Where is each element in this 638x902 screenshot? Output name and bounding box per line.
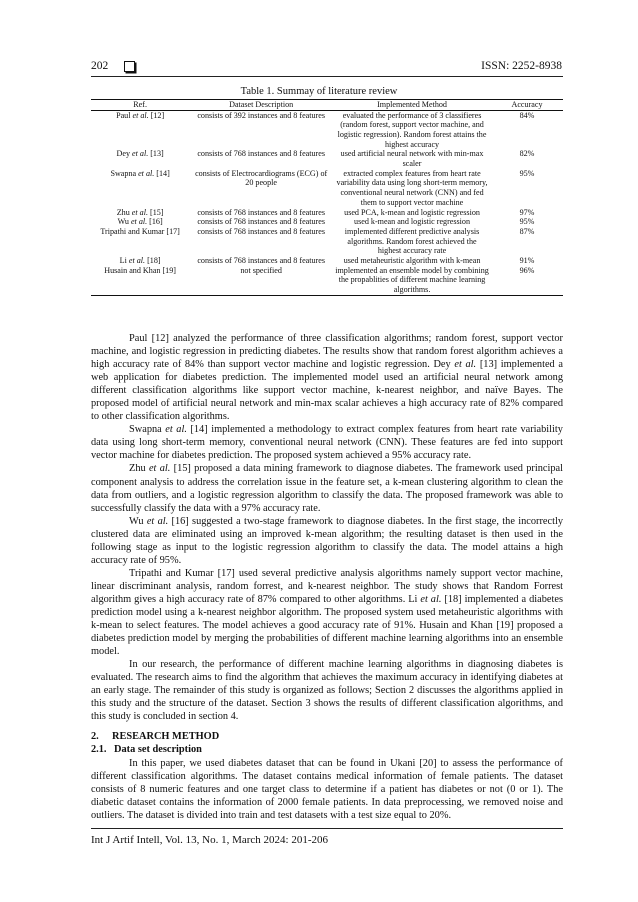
cell-ref: Wu et al. [16] xyxy=(117,217,163,227)
cell-ref: Husain and Khan [19] xyxy=(91,266,189,296)
section-heading xyxy=(91,731,219,742)
paragraph: Swapna et al. [14] implemented a methodology to extract complex features from heart rate variability data using long short-term memory, conventional neural network (CNN). These features are fed into support vector machine for diabetes prediction. The proposed system achieved a 95% accuracy rate. xyxy=(91,424,563,462)
footer-rule xyxy=(91,828,563,829)
column-header-accuracy: Accuracy xyxy=(491,100,563,111)
cell-method: extracted complex features from heart rate variability data using long short-term memory, conventional neural network (CNN) and fed them to support vector machine xyxy=(336,168,488,207)
paragraph: Tripathi and Kumar [17] used several predictive analysis algorithms namely support vector machine, linear discriminant analysis, random forrest, and k-nearest neighbor. The study shows that Random Forrest algorithm gives a high accuracy rate of 87% compared to other algorithms. Li et al. [18] implemented a diabetes prediction model using a k-nearest neighbor algorithm. The proposed system used metaheuristic algorithms with k-mean to select features. The model achieves a good accuracy rate of 91%. Husain and Khan [19] proposed a diabetes prediction model by merging the probabilities of different machine learning algorithms into an ensemble model. xyxy=(91,567,563,658)
cell-dataset: consists of 768 instances and 8 features xyxy=(197,207,325,217)
header-rule xyxy=(91,76,563,77)
table-row xyxy=(91,208,563,218)
cell-method: used metaheuristic algorithm with k-mean xyxy=(343,256,481,266)
cell-method: used k-mean and logistic regression xyxy=(354,217,471,227)
body-text xyxy=(91,332,563,723)
cell-method: implemented different predictive analysis algorithms. Random forest achieved the highest accuracy rate xyxy=(344,226,480,256)
cell-dataset: consists of 768 instances and 8 features xyxy=(197,226,325,236)
table-header-row xyxy=(91,100,563,111)
table-title: Table 1. Summay of literature review xyxy=(240,86,398,97)
cell-accuracy: 84% xyxy=(519,110,535,120)
paragraph: Paul [12] analyzed the performance of three classification algorithms; random forest, support vector machine, and logistic regression in predicting diabetes. The results show that random forest algorithm achieves a high accuracy rate of 84% than support vector machine and logistic regression. Dey et al. [13] implemented a web application for diabetes prediction. The implemented model used an artificial neural network among different classification algorithms like support vector machine, k-nearest neighbor, and naïve Bayes. The proposed model of artificial neural network and min-max scalar achieves a high accuracy rate of 82% compared to other classification algorithms. xyxy=(91,333,563,423)
cell-accuracy: 97% xyxy=(519,207,535,217)
cell-method: implemented an ensemble model by combining the propablities of different machine learning algorithms. xyxy=(333,266,491,296)
table-row xyxy=(91,149,563,168)
section-title: RESEARCH METHOD xyxy=(112,731,220,742)
section-number: 2. xyxy=(91,731,99,742)
cell-accuracy: 95% xyxy=(519,168,535,178)
paragraph: Zhu et al. [15] proposed a data mining framework to diagnose diabetes. The framework used principal component analysis to address the correlation issue in the feature set, a k-mean clustering algorithm to clean the data from outliers, and a logistic regression algorithm to classify the data. The proposed framework was able to successfully classify the data with a 97% accuracy rate. xyxy=(91,463,564,514)
table-row xyxy=(91,169,563,208)
subsection-heading xyxy=(91,744,202,755)
cell-dataset: consists of 768 instances and 8 features xyxy=(197,217,325,227)
cell-accuracy: 96% xyxy=(491,266,563,296)
checkbox-icon xyxy=(124,61,135,72)
cell-ref: Tripathi and Kumar [17] xyxy=(100,226,180,236)
journal-issn: ISSN: 2252-8938 xyxy=(481,60,562,72)
table-row xyxy=(91,256,563,266)
cell-ref: Paul et al. [12] xyxy=(116,110,165,120)
cell-method: evaluated the performance of 3 classifieres (random forest, support vector machine, and logistic regression). Random forest attains the highest accuracy xyxy=(337,110,487,149)
table-row xyxy=(91,266,563,296)
section-text xyxy=(91,757,563,822)
subsection-number: 2.1. xyxy=(91,744,107,755)
cell-dataset: consists of Electrocardiograms (ECG) of 20 people xyxy=(195,168,328,188)
footer-citation: Int J Artif Intell, Vol. 13, No. 1, March 2024: 201-206 xyxy=(91,834,328,846)
cell-accuracy: 95% xyxy=(519,217,535,227)
page-number: 202 xyxy=(91,60,109,72)
literature-review-table xyxy=(91,99,563,296)
cell-dataset: not specified xyxy=(189,266,333,296)
paragraph: Wu et al. [16] suggested a two-stage framework to diagnose diabetes. In the first stage, the incorrectly clustered data are eliminated using an improved k-mean algorithm; the resulting dataset is then used in the following stage as input to the logistic regression algorithm to classify the data. The model attains a high accuracy rate of 95%. xyxy=(91,515,564,566)
cell-accuracy: 87% xyxy=(519,226,535,236)
cell-ref: Li et al. [18] xyxy=(119,256,161,266)
cell-method: used artificial neural network with min-max scaler xyxy=(340,149,484,169)
table-row xyxy=(91,110,563,149)
cell-ref: Dey et al. [13] xyxy=(116,149,164,159)
paragraph: In our research, the performance of different machine learning algorithms in diagnosing diabetes is evaluated. The research aims to find the algorithm that achieves the maximum accuracy in identifying diabetes at an early stage. The remainder of this study is organized as follows; Section 2 discusses the algorithms applied in this study and the structure of the dataset. Section 3 shows the results of different classification algorithms, and this study is concluded in section 4. xyxy=(91,659,563,723)
cell-method: used PCA, k-mean and logistic regression xyxy=(344,207,480,217)
table-row xyxy=(91,227,563,256)
cell-dataset: consists of 768 instances and 8 features xyxy=(197,149,325,159)
cell-accuracy: 91% xyxy=(519,256,535,266)
cell-ref: Zhu et al. [15] xyxy=(116,207,164,217)
paragraph: In this paper, we used diabetes dataset that can be found in Ukani [20] to assess the performance of different classification algorithms. The dataset contains medical information of female patients. The dataset consists of 8 numeric features and one target class to determine if a patient has diabetes or not (0 or 1). The diabetic dataset contains the information of 2000 female patients. In data preprocessing, we removed noise and outliers. The dataset is divided into train and test datasets with a test size equal to 20%. xyxy=(91,758,563,822)
table-row xyxy=(91,217,563,227)
subsection-title: Data set description xyxy=(114,744,202,755)
column-header-method: Implemented Method xyxy=(333,100,491,111)
column-header-ref: Ref. xyxy=(91,100,189,111)
cell-accuracy: 82% xyxy=(519,149,535,159)
cell-dataset: consists of 768 instances and 8 features xyxy=(197,256,325,266)
cell-dataset: consists of 392 instances and 8 features xyxy=(197,110,325,120)
column-header-dataset: Dataset Description xyxy=(189,100,333,111)
cell-ref: Swapna et al. [14] xyxy=(110,168,170,178)
